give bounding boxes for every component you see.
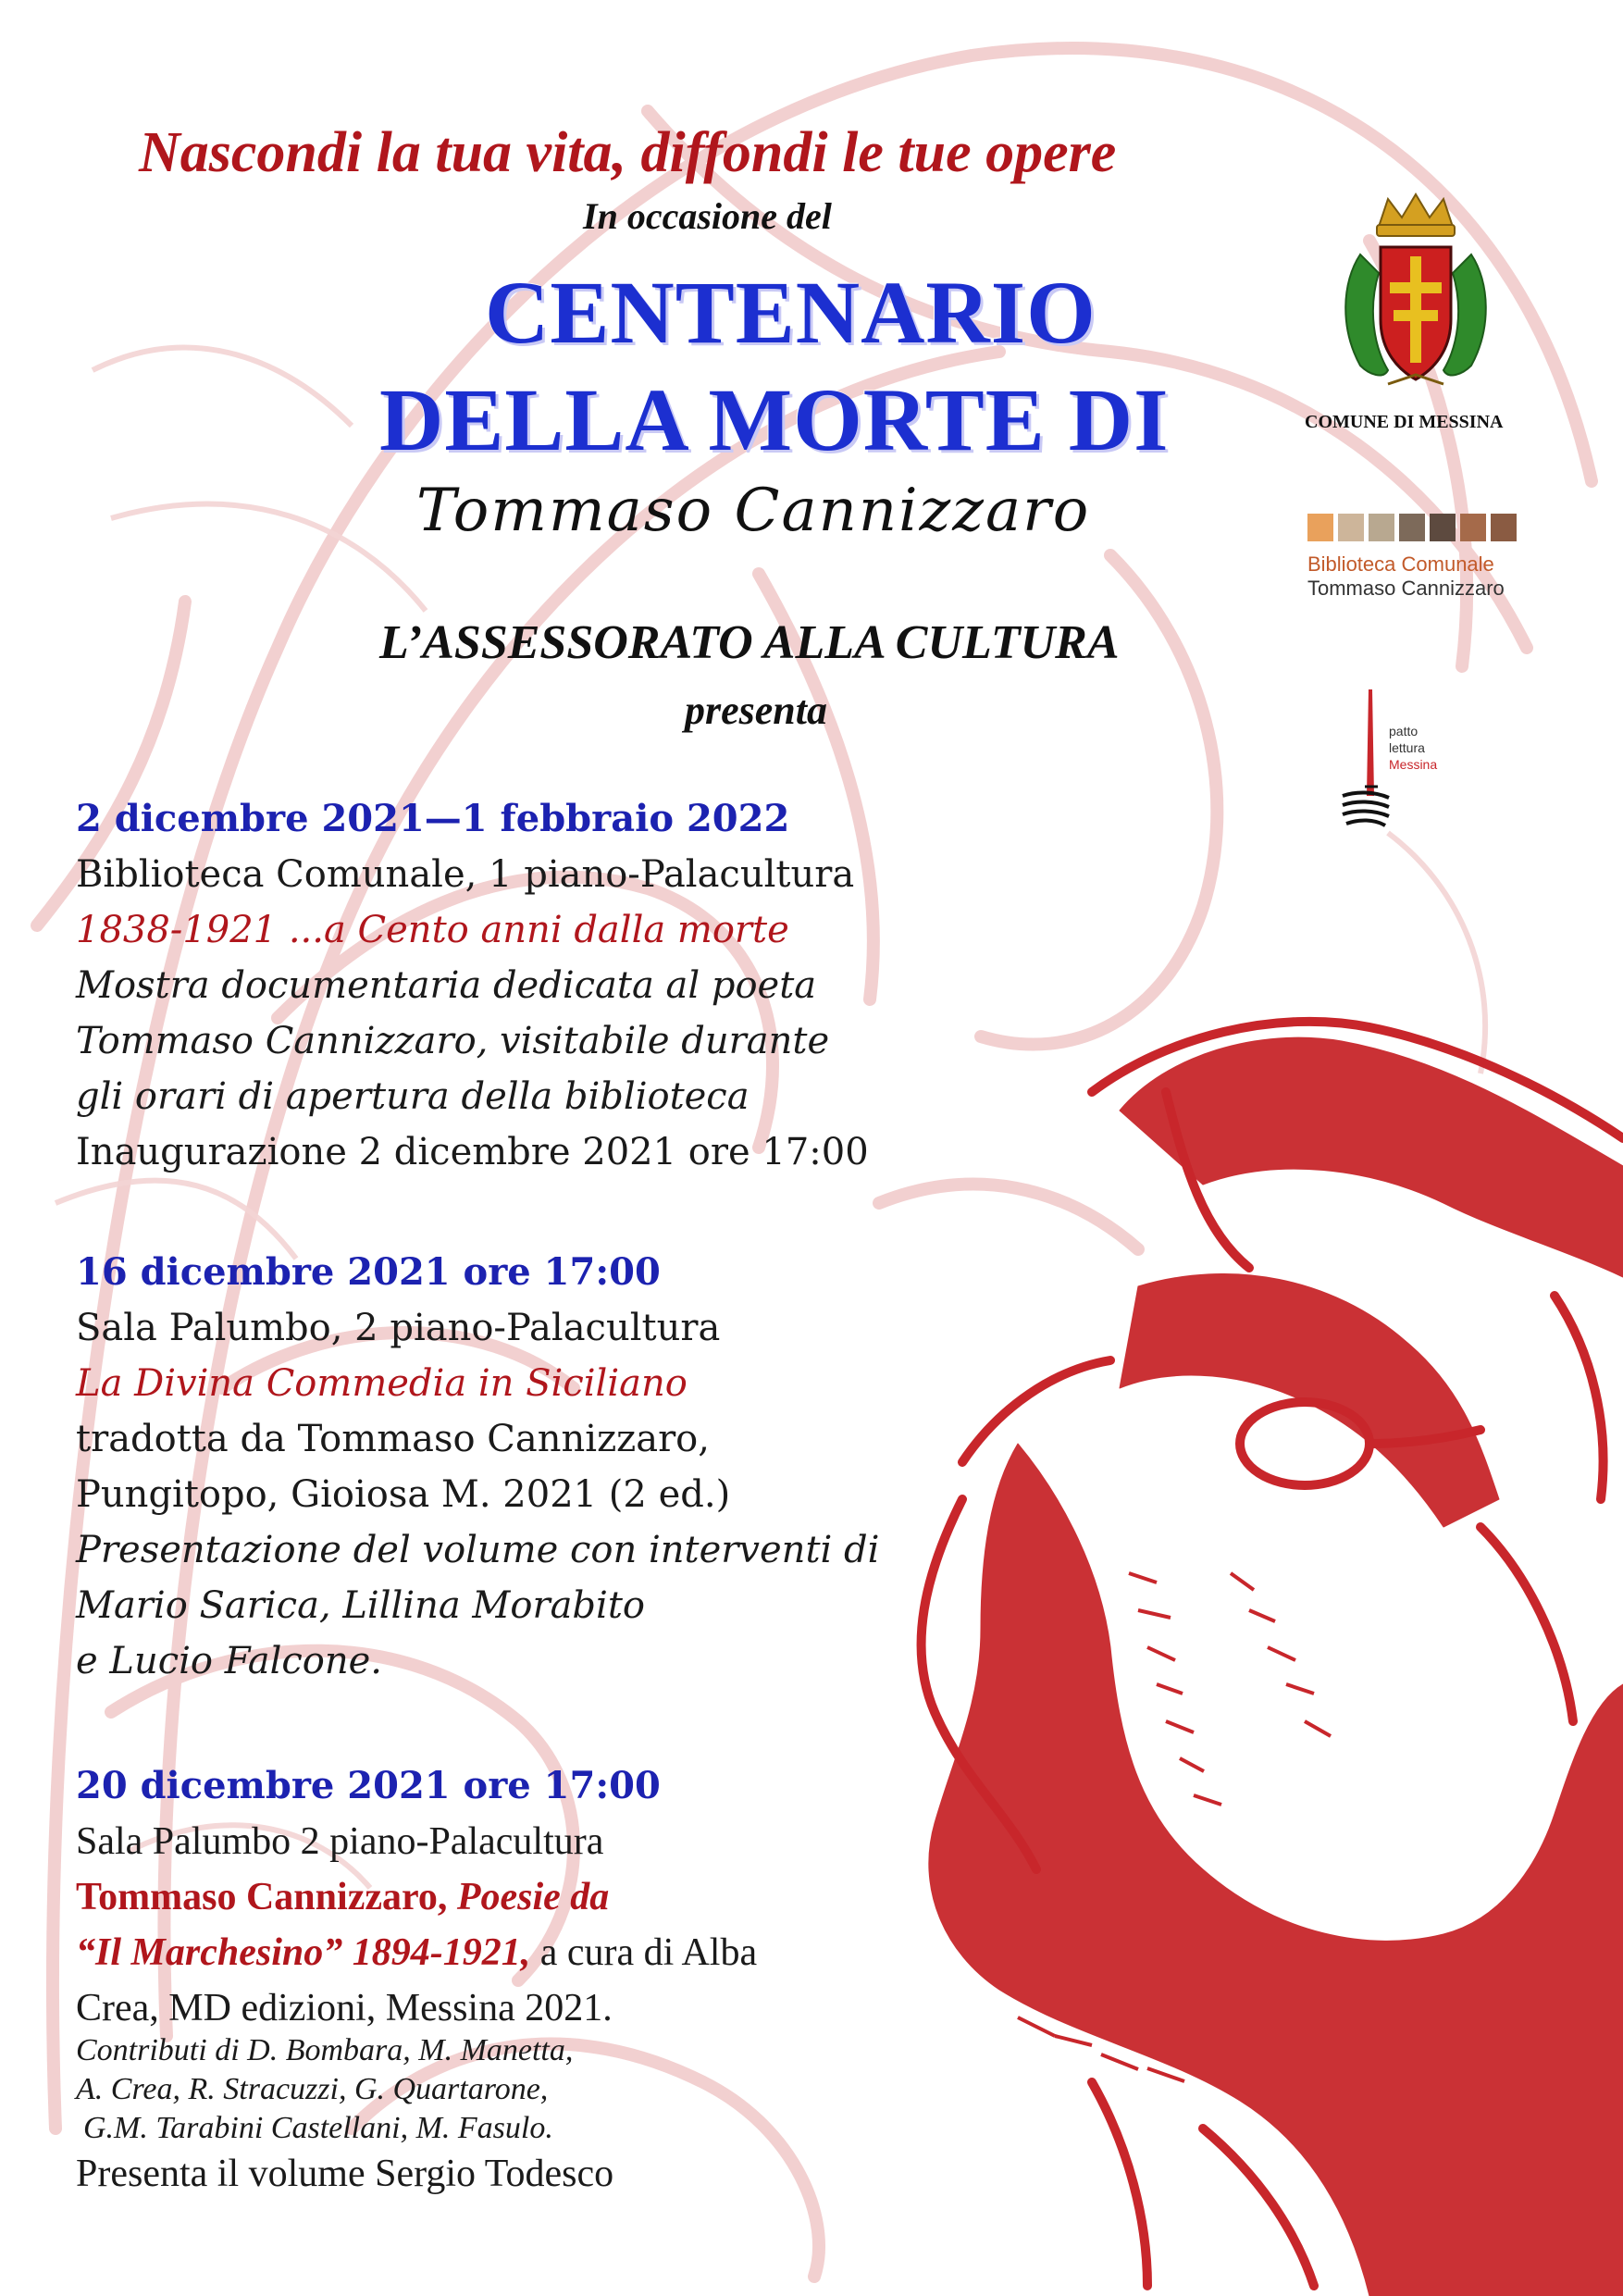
event-3-venue: Sala Palumbo 2 piano-Palacultura <box>76 1820 604 1863</box>
presents-label: presenta <box>685 688 827 733</box>
event-3-date: 20 dicembre 2021 ore 17:00 <box>76 1764 661 1807</box>
biblioteca-line1: Biblioteca Comunale <box>1307 552 1494 576</box>
organizer-heading: L’ASSESSORATO ALLA CULTURA <box>379 616 1120 669</box>
coat-of-arms-icon <box>1332 190 1499 403</box>
occasion-subtitle: In occasione del <box>583 195 832 237</box>
patto-lettura-logo <box>1337 685 1457 833</box>
biblioteca-line2: Tommaso Cannizzaro <box>1307 577 1505 600</box>
event-1-title: 1838-1921 ...a Cento anni dalla morte <box>76 909 789 951</box>
books-tower-icon <box>1337 685 1393 833</box>
event-3-contrib-1: Contributi di D. Bombara, M. Manetta, <box>76 2033 574 2067</box>
event-1-desc-2: Tommaso Cannizzaro, visitabile durante <box>76 1020 830 1062</box>
event-3-contrib-3: G.M. Tarabini Castellani, M. Fasulo. <box>83 2111 553 2145</box>
event-3-publisher: Crea, MD edizioni, Messina 2021. <box>76 1987 613 2029</box>
comune-caption: COMUNE DI MESSINA <box>1305 412 1504 432</box>
event-3-book-a: Poesie da <box>456 1876 610 1918</box>
event-3-presenter: Presenta il volume Sergio Todesco <box>76 2153 614 2195</box>
patto-line2: lettura <box>1389 740 1425 755</box>
event-3 <box>76 1758 757 2036</box>
event-1-venue: Biblioteca Comunale, 1 piano-Palacultura <box>76 853 855 896</box>
event-1-date: 2 dicembre 2021—1 febbraio 2022 <box>76 797 790 840</box>
biblioteca-logo <box>1307 514 1520 601</box>
event-2-venue: Sala Palumbo, 2 piano-Palacultura <box>76 1307 721 1349</box>
comune-logo <box>1332 190 1499 403</box>
centenary-title-line2: DELLA MORTE DI <box>379 370 1170 469</box>
event-2-line-1: tradotta da Tommaso Cannizzaro, <box>76 1418 710 1460</box>
event-3-book-b: “Il Marchesino” 1894-1921, <box>76 1931 531 1974</box>
event-2-line-2: Pungitopo, Gioiosa M. 2021 (2 ed.) <box>76 1473 731 1516</box>
patto-line1: patto <box>1389 724 1419 738</box>
event-3-contributors <box>76 2031 573 2148</box>
event-1-desc-1: Mostra documentaria dedicata al poeta <box>76 964 817 1007</box>
event-2-title: La Divina Commedia in Siciliano <box>76 1362 688 1405</box>
event-3-author: Tommaso Cannizzaro, <box>76 1876 448 1918</box>
event-1 <box>76 791 869 1180</box>
event-2-date: 16 dicembre 2021 ore 17:00 <box>76 1250 661 1294</box>
event-1-opening: Inaugurazione 2 dicembre 2021 ore 17:00 <box>76 1131 869 1173</box>
event-3-contrib-2: A. Crea, R. Stracuzzi, G. Quartarone, <box>76 2072 549 2106</box>
honoree-name: Tommaso Cannizzaro <box>416 477 1091 545</box>
event-2-line-5: e Lucio Falcone. <box>76 1640 383 1682</box>
event-2-line-3: Presentazione del volume con interventi di <box>76 1529 880 1571</box>
patto-line3: Messina <box>1389 757 1438 772</box>
event-2 <box>76 1245 879 1689</box>
library-swatches-icon <box>1307 514 1520 547</box>
centenary-title-line1: CENTENARIO <box>485 263 1096 362</box>
event-2-line-4: Mario Sarica, Lillina Morabito <box>76 1584 645 1627</box>
event-3-curator: a cura di Alba <box>539 1931 758 1974</box>
motto-heading: Nascondi la tua vita, diffondi le tue opere <box>139 121 1117 184</box>
event-1-desc-3: gli orari di apertura della biblioteca <box>76 1075 750 1118</box>
